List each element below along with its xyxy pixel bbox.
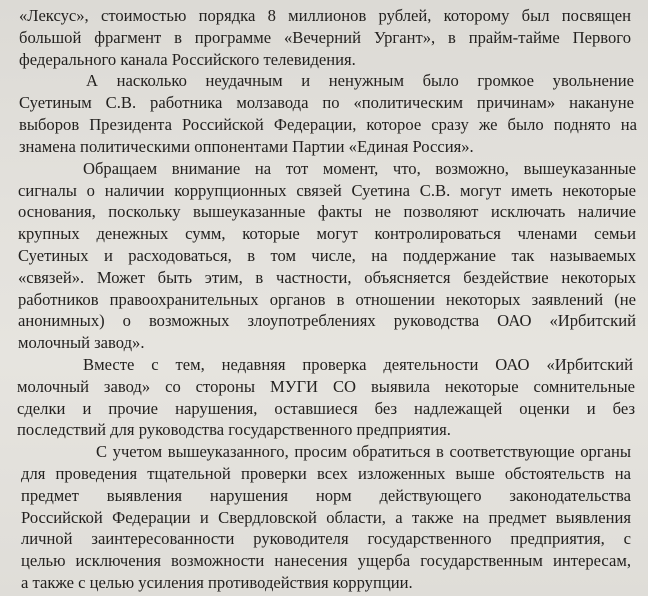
text-line: основания, поскольку вышеуказанные факты не позволяют исключать наличие <box>18 202 636 222</box>
text-line: молочный завод». <box>18 333 145 353</box>
text-line: С учетом вышеуказанного, просим обратиться в соответствующие органы <box>96 442 631 462</box>
text-line: а также с целью усиления противодействия коррупции. <box>21 573 413 592</box>
text-line: личной заинтересованности руководителя государственного предприятия, с <box>21 529 631 549</box>
text-line: Суетиных и расходоваться, в том числе, на поддержание так называемых <box>18 245 636 265</box>
text-line: молочный завод» со стороны МУГИ СО выявила некоторые сомнительные <box>17 376 635 396</box>
text-line: крупных денежных сумм, которые могут контролироваться членами семьи <box>18 224 636 244</box>
text-line: Вместе с тем, недавняя проверка деятельности ОАО «Ирбитский <box>83 354 633 374</box>
text-line: «связей». Может быть этим, в частности, объясняется бездействие некоторых <box>18 267 636 287</box>
text-line: анонимных) о возможных злоупотреблениях руководства ОАО «Ирбитский <box>18 311 636 331</box>
text-line: «Лексус», стоимостью порядка 8 миллионов рублей, которому был посвящен <box>19 6 631 25</box>
text-line: Обращаем внимание на тот момент, что, возможно, вышеуказанные <box>83 158 636 178</box>
text-line: федерального канала Российского телевидения. <box>19 49 356 69</box>
text-line: для проведения тщательной проверки всех изложенных выше обстоятельств на <box>21 464 631 483</box>
text-line: сигналы о наличии коррупционных связей Суетина С.В. могут иметь некоторые <box>18 180 636 200</box>
text-line: работников правоохранительных органов в отношении некоторых заявлений (не <box>18 289 636 309</box>
text-line: знамена политическими оппонентами Партии «Единая Россия». <box>19 136 474 156</box>
text-line: большой фрагмент в программе «Вечерний Ургант», в прайм-тайме Первого <box>19 27 631 47</box>
text-line: целью исключения возможности нанесения ущерба государственным интересам, <box>21 551 631 571</box>
text-line: А насколько неудачным и ненужным было громкое увольнение <box>86 71 634 91</box>
text-line: Суетиным С.В. работника молзавода по «политическим причинам» накануне <box>19 93 634 113</box>
text-line: сделки и прочие нарушения, оставшиеся без надлежащей оценки и без <box>17 398 635 418</box>
text-line: выборов Президента Российской Федерации, которое сразу же было поднято на <box>19 115 637 134</box>
text-line: Российской Федерации и Свердловской области, а также на предмет выявления <box>21 507 631 527</box>
text-line: последствий для руководства государственного предприятия. <box>17 420 451 440</box>
text-line: предмет выявления нарушения норм действующего законодательства <box>21 485 631 505</box>
